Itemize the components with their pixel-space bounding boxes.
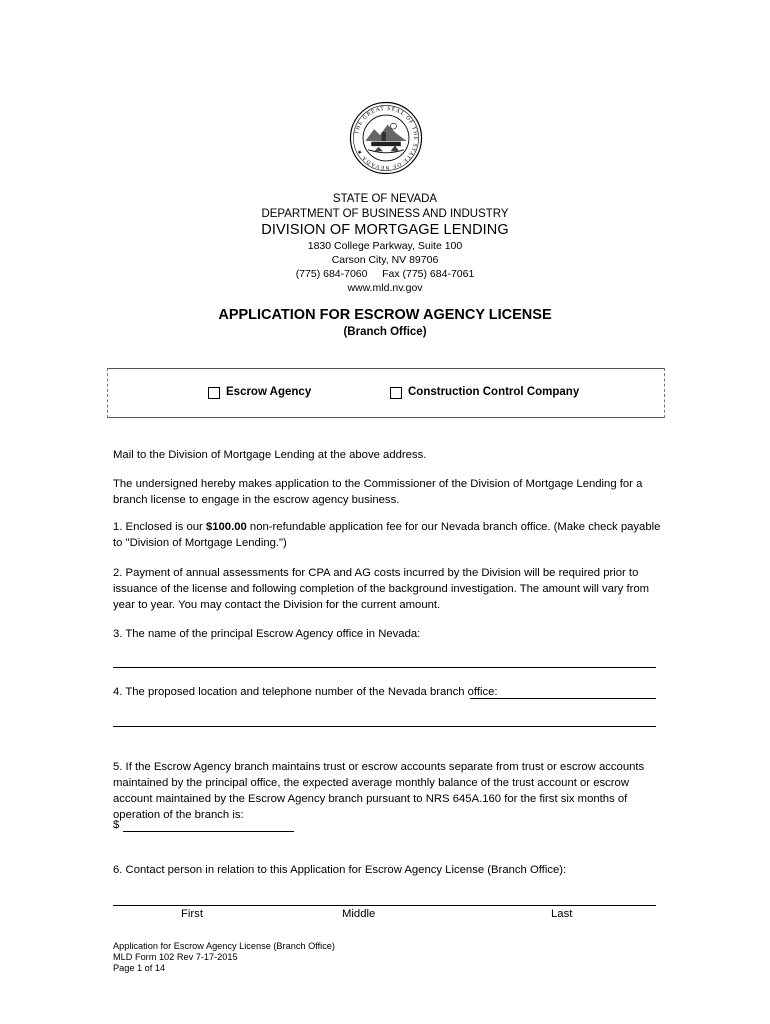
construction-control-checkbox[interactable] [390,387,402,399]
footer-form-number: MLD Form 102 Rev 7-17-2015 [113,952,238,962]
name-last-label: Last [551,908,573,920]
item-1-suffix: non-refundable application fee for our Nevada branch office. (Make check payable to "Division of Mortgage Lending.") [113,521,661,549]
license-type-box [107,368,665,418]
item-1-fee [113,519,663,551]
form-title: APPLICATION FOR ESCROW AGENCY LICENSE [218,307,552,323]
item-5-trust-accounts: 5. If the Escrow Agency branch maintains trust or escrow accounts separate from trust or escrow accounts maintained by the principal office, the expected average monthly balance of the trust account or escrow account maintained by the Escrow Agency branch pursuant to NRS 645A.160 for the first six months of operation of the branch is: [113,761,645,821]
escrow-agency-checkbox[interactable] [208,387,220,399]
branch-location-line [470,698,656,699]
header-division: DIVISION OF MORTGAGE LENDING [261,222,509,238]
form-subtitle: (Branch Office) [343,326,427,338]
item-1-prefix: 1. Enclosed is our [113,521,206,533]
header-address-line2: Carson City, NV 89706 [331,254,439,266]
header-phone-fax: (775) 684-7060 Fax (775) 684-7061 [295,268,475,280]
footer-page-number: Page 1 of 14 [113,963,166,973]
item-6-label: 6. Contact person in relation to this Application for Escrow Agency License (Branch Office): [113,864,567,876]
item-2-assessments: 2. Payment of annual assessments for CPA and AG costs incurred by the Division will be required prior to issuance of the license and following completion of the background investigation. The amount will vary from year to year. You may contact the Division for the current amount. [113,567,650,611]
name-middle-label: Middle [342,908,376,920]
branch-location-line-2 [113,726,656,727]
construction-control-label: Construction Control Company [408,386,580,398]
monthly-balance-line [123,831,294,832]
monthly-balance-field[interactable] [123,818,294,830]
footer-form-name: Application for Escrow Agency License (Branch Office) [113,941,335,951]
escrow-agency-label: Escrow Agency [226,386,312,398]
item-5-currency: $ [113,819,120,831]
contact-name-line[interactable] [113,905,656,906]
header-department: DEPARTMENT OF BUSINESS AND INDUSTRY [261,208,509,220]
name-first-label: First [181,908,203,920]
state-seal-icon [349,101,423,175]
item-4-label: 4. The proposed location and telephone number of the Nevada branch office: [113,686,498,698]
mail-instruction: Mail to the Division of Mortgage Lending at the above address. [113,449,427,461]
header-website: www.mld.nv.gov [347,282,423,294]
principal-office-name-line [113,667,656,668]
header-state: STATE OF NEVADA [332,193,438,205]
item-3-label: 3. The name of the principal Escrow Agency office in Nevada: [113,628,421,640]
header-address-line1: 1830 College Parkway, Suite 100 [307,240,463,252]
intro-paragraph: The undersigned hereby makes application to the Commissioner of the Division of Mortgage Lending for a branch license to engage in the escrow agency business. [113,478,643,506]
principal-office-name-field[interactable] [113,654,656,666]
item-1-fee-amount: $100.00 [205,521,247,533]
branch-location-field[interactable] [470,685,656,697]
svg-text:THE GREAT SEAL OF THE STATE OF: THE GREAT SEAL OF THE STATE OF NEVADA ★ [354,105,419,171]
